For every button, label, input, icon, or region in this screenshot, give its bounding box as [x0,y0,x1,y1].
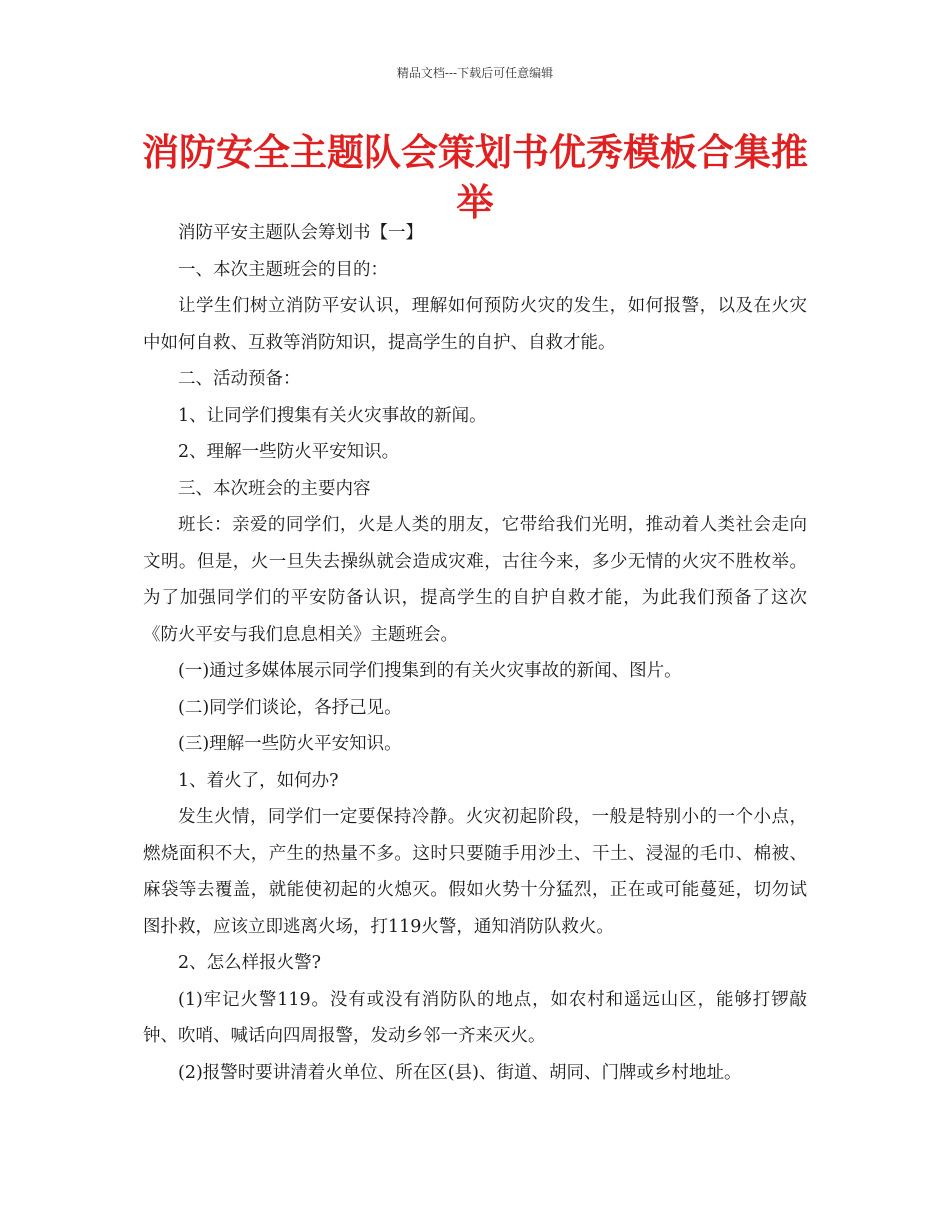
paragraph: (1)牢记火警119。没有或没有消防队的地点，如农村和遥远山区，能够打锣敲钟、吹哨、喊话向四周报警，发动乡邻一齐来灭火。 [143,989,807,1046]
paragraph: 消防平安主题队会筹划书【一】 [178,223,423,243]
paragraph: (一)通过多媒体展示同学们搜集到的有关火灾事故的新闻、图片。 [178,661,682,681]
paragraph: (三)理解一些防火平安知识。 [178,734,402,754]
paragraph: 一、本次主题班会的目的： [178,259,388,280]
paragraph: 发生火情，同学们一定要保持冷静。火灾初起阶段，一般是特别小的一个小点，燃烧面积不大，产生的热量不多。这时只要随手用沙土、干土、浸湿的毛巾、棉被、麻袋等去覆盖，就能使初起的火熄灭。假如火势十分猛烈，正在或可能蔓延，切勿试图扑救，应该立即逃离火场，打119火警，通知消防队救火。 [143,807,807,937]
paragraph: 让学生们树立消防平安认识，理解如何预防火灾的发生，如何报警，以及在火灾中如何自救、互救等消防知识，提高学生的自护、自救才能。 [143,296,807,353]
paragraph: 班长：亲爱的同学们，火是人类的朋友，它带给我们光明，推动着人类社会走向文明。但是，火一旦失去操纵就会造成灾难，古往今来，多少无情的火灾不胜枚举。为了加强同学们的平安防备认识，提高学生的自护自救才能，为此我们预备了这次《防火平安与我们息息相关》主题班会。 [143,515,807,645]
document-body [143,215,807,1091]
paragraph: 2、理解一些防火平安知识。 [178,442,400,462]
page-header: 精品文档---下载后可任意编辑 [396,66,554,80]
paragraph: 2、怎么样报火警? [178,953,322,973]
paragraph: 1、着火了，如何办? [178,770,339,791]
document-title: 消防安全主题队会策划书优秀模板合集推举 [142,131,808,224]
paragraph: 二、活动预备： [178,369,301,389]
paragraph: 1、让同学们搜集有关火灾事故的新闻。 [178,405,487,426]
paragraph: 三、本次班会的主要内容 [178,478,371,499]
paragraph: (二)同学们谈论，各抒己见。 [178,697,402,718]
paragraph: (2)报警时要讲清着火单位、所在区(县)、街道、胡同、门牌或乡村地址。 [178,1062,742,1083]
